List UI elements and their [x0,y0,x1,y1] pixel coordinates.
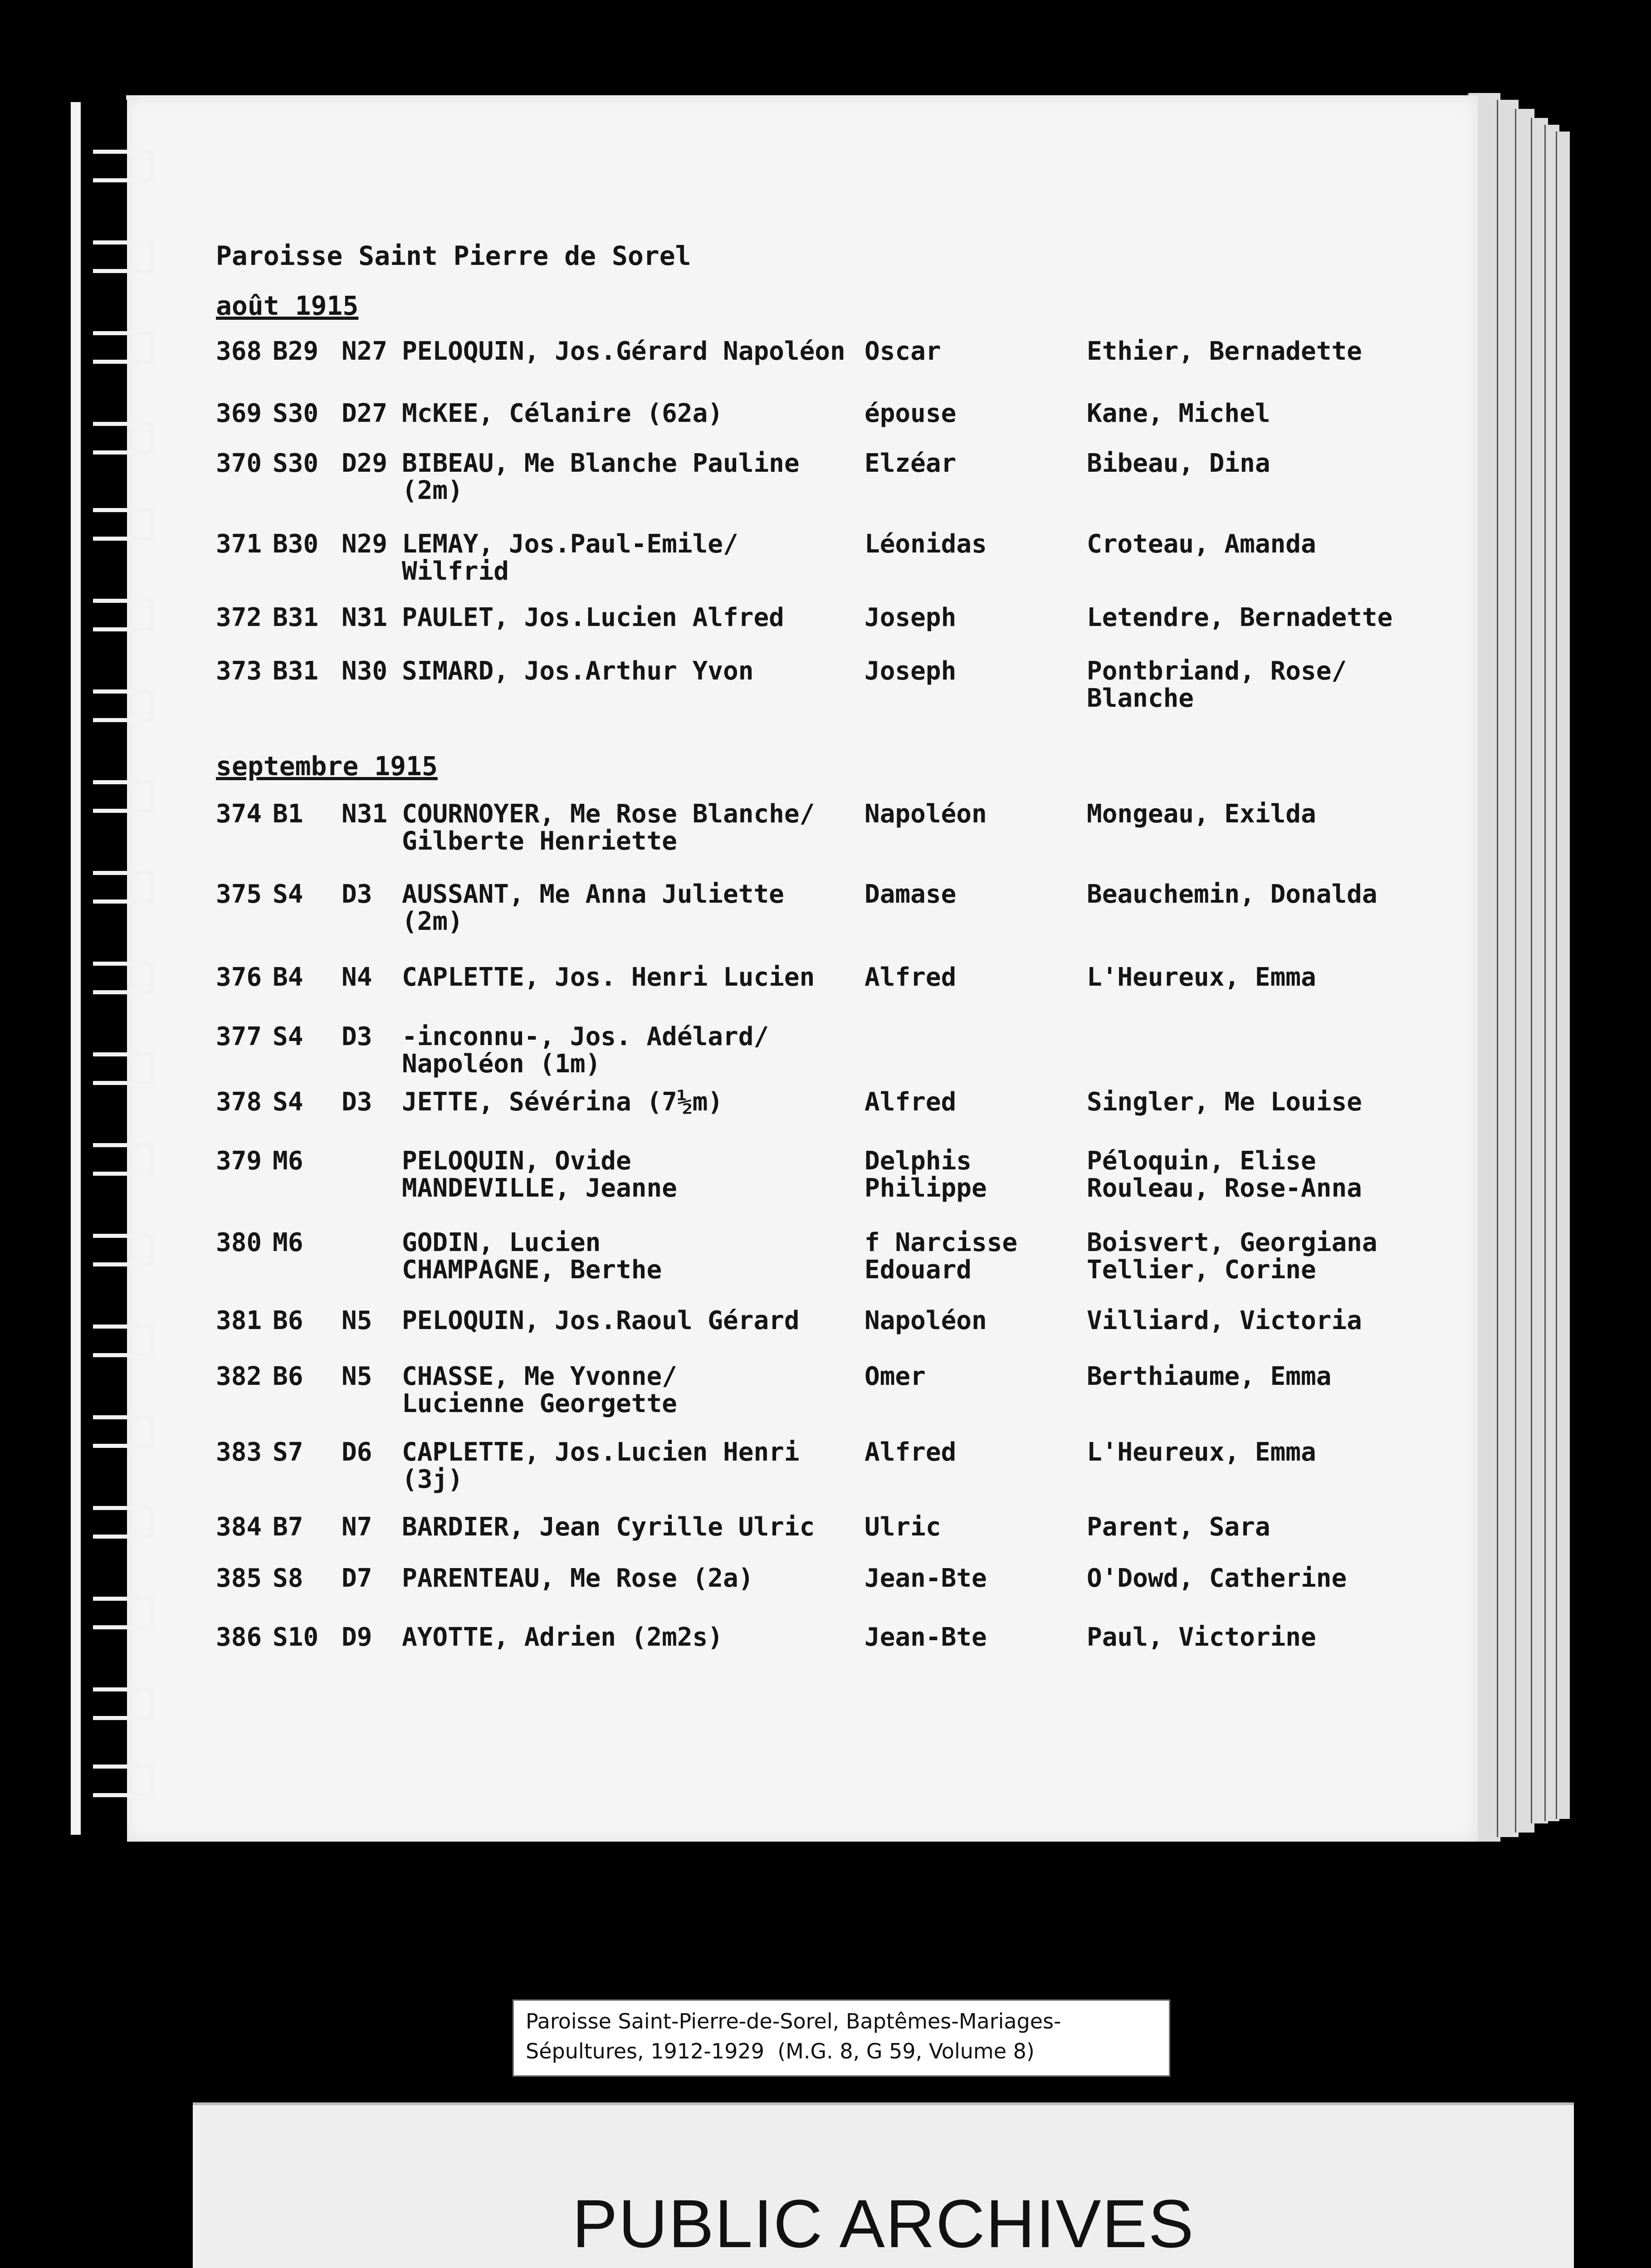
entry-act-code: B30 [273,529,319,559]
entry-name-line: -inconnu-, Jos. Adélard/ [402,1022,769,1051]
binder-spine-bar [71,102,81,1835]
entry-name [402,531,738,585]
entry-father-line: Alfred [865,1437,957,1467]
entry-mother [1087,1439,1316,1466]
entry-father [865,450,956,477]
entry-father [865,338,941,365]
entry-mother-line: Berthiaume, Emma [1087,1362,1332,1391]
entry-name-line: PELOQUIN, Jos.Raoul Gérard [402,1306,800,1335]
entry-date-code: D3 [342,880,372,909]
entry-act-code: B6 [273,1306,303,1335]
entry-number: 369 [216,399,262,428]
entry-mother-line: Bibeau, Dina [1087,449,1270,478]
entry-mother [1087,400,1270,427]
entry-date-code: D29 [342,449,388,478]
entry-father-line: Delphis [865,1146,972,1176]
entry-date-code: N27 [342,337,388,366]
entry-father [865,1439,956,1466]
entry-mother [1087,450,1270,477]
entry-father-line: Edouard [865,1255,972,1285]
entry-act-code: S30 [273,399,319,428]
banner-public-archives: PUBLIC ARCHIVES [572,2185,1195,2262]
entry-date-code: D3 [342,1087,372,1117]
entry-date-code: N31 [342,799,388,829]
entry-name-line: SIMARD, Jos.Arthur Yvon [402,656,754,686]
binder-ring [93,331,154,364]
entry-act-code: B6 [273,1362,303,1391]
page-stack-edge [1556,132,1570,1819]
entry-mother [1087,1565,1347,1592]
entry-name [402,1624,723,1651]
entry-number: 368 [216,337,262,366]
binder-ring [93,1687,154,1720]
binder-ring [93,1143,154,1176]
entry-date-code: N31 [342,603,388,632]
entry-act-code: S30 [273,449,319,478]
entry-number: 380 [216,1228,262,1257]
entry-name-line: PELOQUIN, Jos.Gérard Napoléon [402,337,845,366]
entry-date-code: N29 [342,529,388,559]
entry-mother-line: Blanche [1087,684,1194,713]
entry-father-line: Jean-Bte [865,1564,987,1593]
caption-line-1: Paroisse Saint-Pierre-de-Sorel, Baptêmes-Mariages- [526,2009,1061,2033]
entry-name [402,964,815,991]
entry-number: 383 [216,1437,262,1467]
entry-father [865,881,956,908]
entry-father [865,1565,987,1592]
entry-father [865,801,987,828]
entry-father-line: Damase [865,880,957,909]
entry-father-line: Alfred [865,1087,957,1117]
entry-mother-line: Kane, Michel [1087,399,1270,428]
entry-mother-line: L'Heureux, Emma [1087,1437,1316,1467]
binder-ring [93,1765,154,1797]
entry-name-line: Wilfrid [402,557,509,586]
entry-mother-line: Croteau, Amanda [1087,529,1316,559]
entry-number: 386 [216,1623,262,1652]
archives-banner [193,2102,1574,2268]
binder-ring [93,689,154,722]
entry-name [402,1514,815,1541]
caption-line-2: Sépultures, 1912-1929 (M.G. 8, G 59, Volume 8) [526,2039,1035,2063]
entry-name [402,1023,769,1078]
entry-act-code: S4 [273,1022,303,1051]
entry-name-line: Napoléon (1m) [402,1049,601,1079]
entry-name-line: BIBEAU, Me Blanche Pauline [402,449,800,478]
binder-ring [93,422,154,455]
entry-name [402,881,784,935]
entry-act-code: B29 [273,337,319,366]
binder-ring [93,1506,154,1539]
entry-mother [1087,801,1316,828]
entry-father-line: Oscar [865,337,941,366]
entry-number: 373 [216,656,262,686]
entry-father [865,1514,941,1541]
entry-father [865,604,956,631]
entry-mother [1087,881,1377,908]
binder-ring [93,871,154,904]
entry-father-line: Jean-Bte [865,1623,987,1652]
entry-mother-line: Letendre, Bernadette [1087,603,1393,632]
entry-act-code: S4 [273,880,303,909]
entry-name [402,1229,662,1284]
entry-mother [1087,658,1347,712]
entry-father-line: Joseph [865,603,957,632]
entry-father [865,1363,926,1390]
entry-name-line: AYOTTE, Adrien (2m2s) [402,1623,723,1652]
entry-name [402,1363,677,1418]
entry-mother-line: Mongeau, Exilda [1087,799,1316,829]
entry-date-code: D6 [342,1437,372,1467]
entry-name-line: McKEE, Célanire (62a) [402,399,723,428]
entry-name [402,658,753,685]
entry-act-code: B4 [273,963,303,992]
entry-name-line: PARENTEAU, Me Rose (2a) [402,1564,754,1593]
entry-mother [1087,1624,1316,1651]
entry-father-line: Omer [865,1362,926,1391]
entry-number: 371 [216,529,262,559]
entry-mother-line: Singler, Me Louise [1087,1087,1362,1117]
entry-date-code: N7 [342,1512,372,1542]
binder-ring [93,1597,154,1629]
entry-name [402,1439,800,1493]
entry-name-line: BARDIER, Jean Cyrille Ulric [402,1512,815,1542]
entry-number: 384 [216,1512,262,1542]
entry-act-code: B31 [273,656,319,686]
entry-mother [1087,1089,1362,1116]
entry-date-code: D27 [342,399,388,428]
entry-number: 375 [216,880,262,909]
entry-act-code: M6 [273,1146,303,1176]
entry-date-code: N30 [342,656,388,686]
entry-name-line: CHASSE, Me Yvonne/ [402,1362,677,1391]
entry-father [865,1089,956,1116]
entry-name-line: Lucienne Georgette [402,1389,677,1418]
entry-name-line: MANDEVILLE, Jeanne [402,1173,677,1203]
entry-name [402,604,784,631]
binder-ring [93,780,154,813]
entry-name-line: JETTE, Sévérina (7½m) [402,1087,723,1117]
register-page [126,95,1478,1842]
entry-name [402,338,845,365]
entry-name-line: CHAMPAGNE, Berthe [402,1255,662,1285]
entry-father-line: Philippe [865,1173,987,1203]
entry-mother-line: Rouleau, Rose-Anna [1087,1173,1362,1203]
entry-date-code: D3 [342,1022,372,1051]
entry-father [865,1229,1017,1284]
entry-name-line: (2m) [402,907,463,936]
entry-mother-line: L'Heureux, Emma [1087,963,1316,992]
binder-ring [93,150,154,182]
entry-father [865,531,987,558]
entry-name [402,1307,800,1334]
entry-date-code: N5 [342,1362,372,1391]
entry-number: 374 [216,799,262,829]
entry-name [402,1089,723,1116]
entry-number: 370 [216,449,262,478]
entry-name-line: PELOQUIN, Ovide [402,1146,631,1176]
entry-mother [1087,964,1316,991]
entry-act-code: S4 [273,1087,303,1117]
entry-name-line: CAPLETTE, Jos. Henri Lucien [402,963,815,992]
entry-father [865,964,956,991]
entry-mother [1087,604,1392,631]
entry-number: 376 [216,963,262,992]
entry-mother-line: Pontbriand, Rose/ [1087,656,1347,686]
binder-ring [93,1325,154,1357]
entry-name-line: GODIN, Lucien [402,1228,601,1257]
binder-ring [93,1234,154,1266]
entry-father-line: f Narcisse [865,1228,1018,1257]
entry-father-line: épouse [865,399,957,428]
entry-number: 372 [216,603,262,632]
entry-mother [1087,1229,1377,1284]
entry-name [402,450,800,504]
entry-father-line: Léonidas [865,529,987,559]
entry-father-line: Ulric [865,1512,941,1542]
entry-name-line: (2m) [402,476,463,505]
entry-date-code: D7 [342,1564,372,1593]
entry-mother-line: Villiard, Victoria [1087,1306,1362,1335]
entry-name [402,801,815,855]
entry-father [865,1624,987,1651]
binder-ring [93,1415,154,1448]
entry-act-code: S8 [273,1564,303,1593]
entry-father [865,1148,987,1202]
binder-ring [93,962,154,994]
entry-mother-line: Ethier, Bernadette [1087,337,1362,366]
entry-mother [1087,531,1316,558]
entry-mother-line: Péloquin, Elise [1087,1146,1316,1176]
entry-act-code: B31 [273,603,319,632]
page-title: Paroisse Saint Pierre de Sorel [216,240,691,271]
entry-name-line: AUSSANT, Me Anna Juliette [402,880,784,909]
section-heading: septembre 1915 [216,751,438,782]
entry-date-code: N4 [342,963,372,992]
entry-father [865,658,956,685]
entry-mother-line: Boisvert, Georgiana [1087,1228,1377,1257]
entry-name-line: (3j) [402,1465,463,1494]
entry-mother-line: Beauchemin, Donalda [1087,880,1377,909]
entry-mother [1087,1514,1270,1541]
entry-act-code: S10 [273,1623,319,1652]
entry-number: 385 [216,1564,262,1593]
entry-name-line: PAULET, Jos.Lucien Alfred [402,603,784,632]
entry-mother [1087,1307,1362,1334]
entry-act-code: M6 [273,1228,303,1257]
binder-ring [93,1052,154,1085]
entry-father-line: Napoléon [865,799,987,829]
entry-act-code: B1 [273,799,303,829]
binder-ring [93,599,154,631]
entry-mother-line: Parent, Sara [1087,1512,1270,1542]
entry-number: 378 [216,1087,262,1117]
entry-mother [1087,1148,1362,1202]
entry-name [402,1565,753,1592]
microfilm-caption [513,1999,1170,2077]
entry-name-line: LEMAY, Jos.Paul-Emile/ [402,529,738,559]
binder-ring [93,508,154,541]
entry-father [865,1307,987,1334]
entry-name-line: CAPLETTE, Jos.Lucien Henri [402,1437,800,1467]
entry-name [402,400,723,427]
entry-date-code: D9 [342,1623,372,1652]
entry-mother-line: Tellier, Corine [1087,1255,1316,1285]
entry-father-line: Joseph [865,656,957,686]
entry-mother [1087,1363,1331,1390]
entry-father [865,400,956,427]
entry-act-code: S7 [273,1437,303,1467]
entry-number: 379 [216,1146,262,1176]
entry-number: 377 [216,1022,262,1051]
entry-number: 381 [216,1306,262,1335]
entry-name [402,1148,677,1202]
entry-father-line: Alfred [865,963,957,992]
entry-father-line: Napoléon [865,1306,987,1335]
entry-name-line: COURNOYER, Me Rose Blanche/ [402,799,815,829]
entry-mother-line: Paul, Victorine [1087,1623,1316,1652]
entry-act-code: B7 [273,1512,303,1542]
binder-ring [93,240,154,273]
entry-father-line: Elzéar [865,449,957,478]
entry-number: 382 [216,1362,262,1391]
entry-name-line: Gilberte Henriette [402,826,677,856]
section-heading: août 1915 [216,290,359,321]
entry-date-code: N5 [342,1306,372,1335]
entry-mother [1087,338,1362,365]
entry-mother-line: O'Dowd, Catherine [1087,1564,1347,1593]
